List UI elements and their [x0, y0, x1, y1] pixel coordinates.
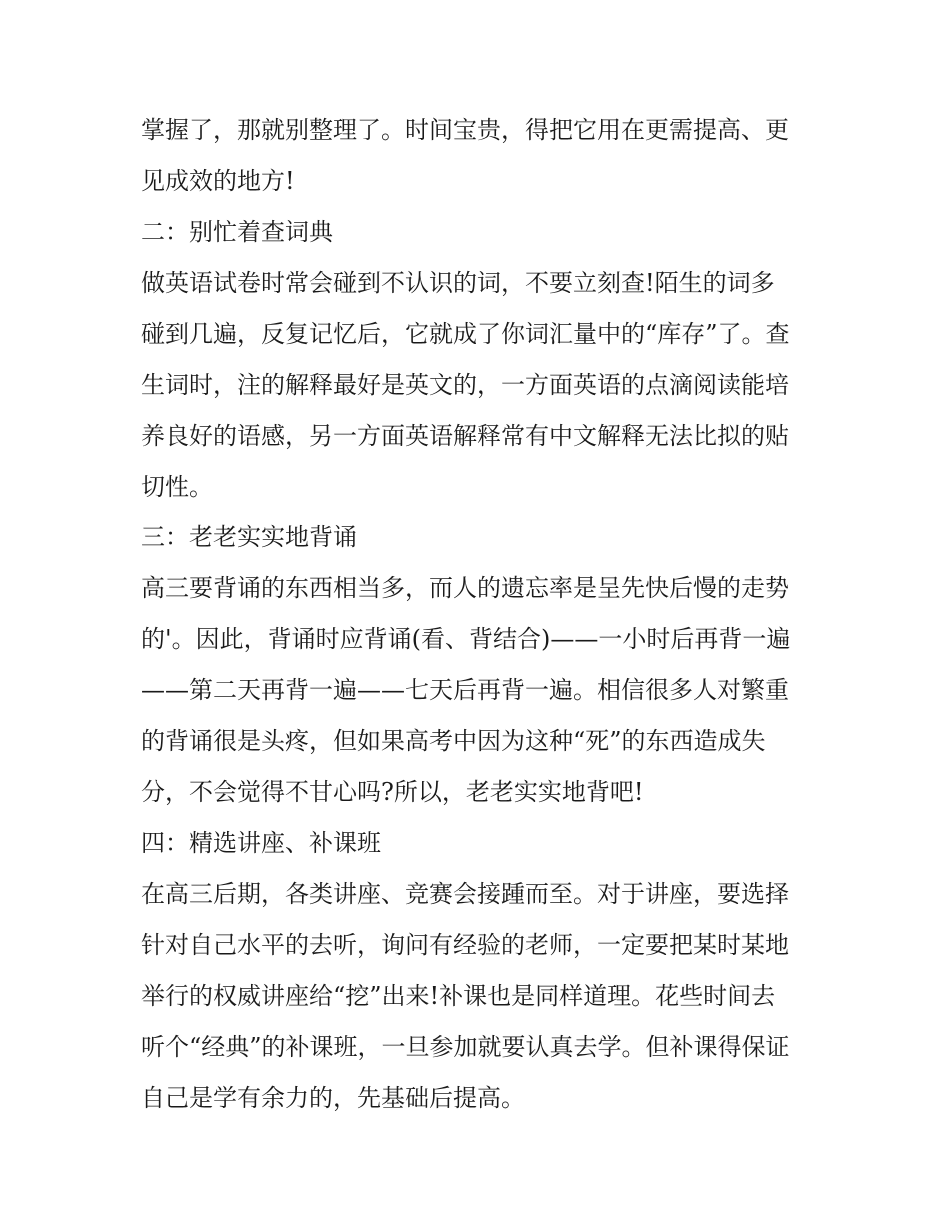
- section-heading: 二：别忙着查词典: [141, 218, 333, 246]
- section-heading: 四：精选讲座、补课班: [141, 829, 381, 857]
- text-line: 分，不会觉得不甘心吗?所以，老老实实地背吧!: [141, 778, 644, 806]
- text-line: 在高三后期，各类讲座、竞赛会接踵而至。对于讲座，要选择: [141, 880, 789, 908]
- text-line: 养良好的语感，另一方面英语解释常有中文解释无法比拟的贴: [141, 422, 789, 450]
- text-line: ——第二天再背一遍——七天后再背一遍。相信很多人对繁重: [141, 676, 789, 704]
- text-line: 碰到几遍，反复记忆后，它就成了你词汇量中的“库存”了。查: [141, 320, 790, 348]
- text-line: 高三要背诵的东西相当多，而人的遗忘率是呈先快后慢的走势: [141, 574, 789, 602]
- text-line: 掌握了，那就别整理了。时间宝贵，得把它用在更需提高、更: [141, 116, 789, 144]
- text-line: 切性。: [141, 473, 213, 501]
- text-line: 听个“经典”的补课班，一旦参加就要认真去学。但补课得保证: [141, 1033, 790, 1061]
- text-line: 的背诵很是头疼，但如果高考中因为这种“死”的东西造成失: [141, 727, 766, 755]
- text-line: 举行的权威讲座给“挖”出来!补课也是同样道理。花些时间去: [141, 982, 776, 1010]
- text-line: 自己是学有余力的，先基础后提高。: [141, 1084, 525, 1112]
- text-line: 生词时，注的解释最好是英文的，一方面英语的点滴阅读能培: [141, 371, 789, 399]
- text-line: 见成效的地方!: [141, 167, 295, 195]
- text-line: 的'。因此，背诵时应背诵(看、背结合)——一小时后再背一遍: [141, 625, 791, 653]
- text-line: 针对自己水平的去听，询问有经验的老师，一定要把某时某地: [141, 931, 789, 959]
- section-heading: 三：老老实实地背诵: [141, 523, 357, 551]
- text-line: 做英语试卷时常会碰到不认识的词，不要立刻查!陌生的词多: [141, 269, 775, 297]
